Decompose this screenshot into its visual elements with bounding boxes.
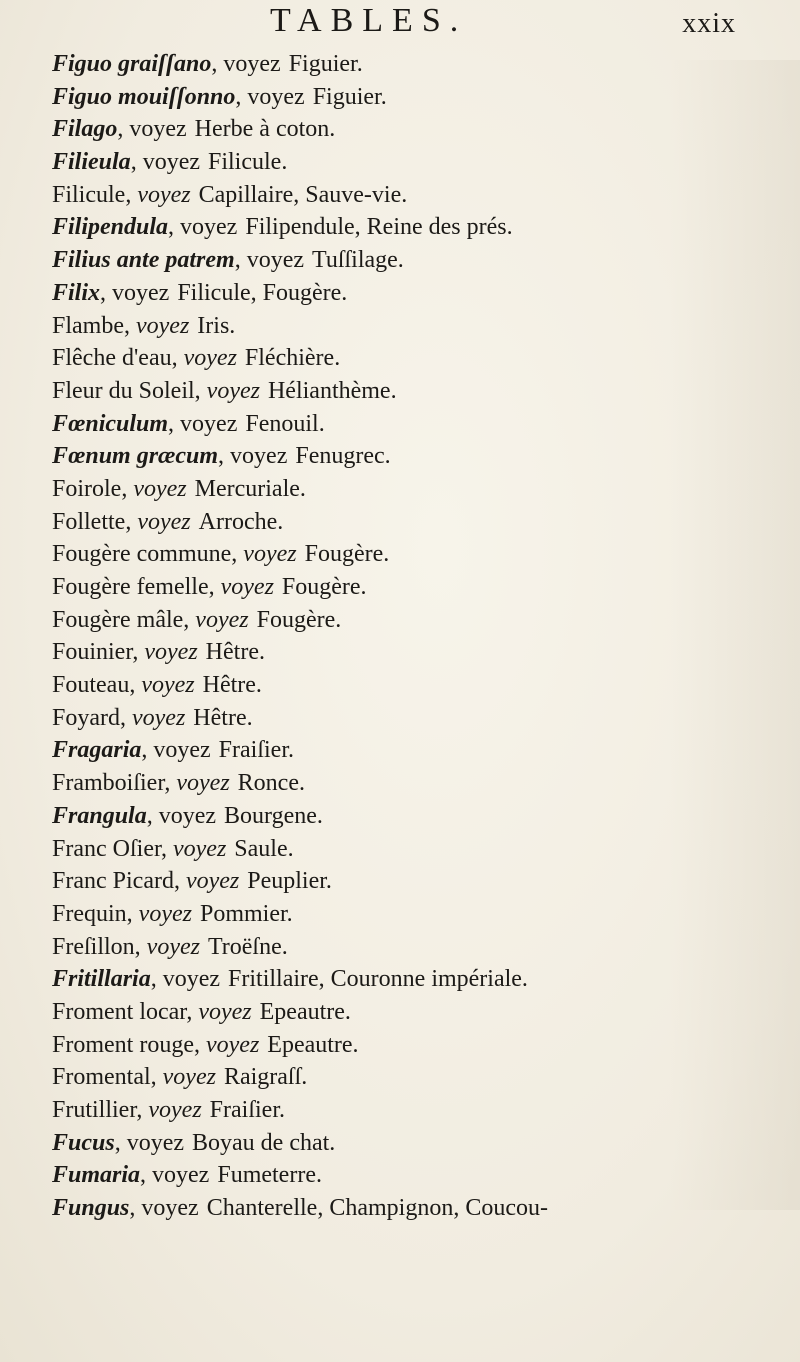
entry-term: Fœniculum (52, 410, 169, 437)
entry-separator: , (193, 1031, 206, 1058)
index-entry (52, 342, 770, 375)
index-entry (52, 473, 770, 506)
entry-separator: , (136, 1097, 149, 1123)
index-entry (52, 440, 770, 473)
entry-separator: , (168, 214, 181, 241)
index-entry (52, 931, 770, 964)
entry-targets: Arroche. (198, 508, 284, 535)
entry-see-reference: voyez (126, 1129, 185, 1156)
page-number: xxix (682, 8, 736, 39)
entry-term: Freſillon (52, 933, 135, 960)
entry-separator: , (100, 279, 113, 306)
entry-see-reference: voyez (180, 410, 238, 437)
index-entry (52, 963, 770, 996)
entry-see-reference: voyez (162, 966, 221, 993)
entry-see-reference: voyez (205, 1031, 260, 1058)
entry-see-reference: voyez (243, 541, 297, 568)
index-entry (52, 865, 770, 898)
entry-separator: , (121, 475, 134, 502)
entry-separator: , (208, 574, 221, 600)
entry-targets: Epeautre. (267, 1031, 359, 1058)
entry-term: Fucus (52, 1129, 115, 1156)
entry-targets: Epeautre. (259, 998, 351, 1025)
entry-targets: Fougère. (281, 574, 367, 600)
entry-term: Fougère commune (52, 541, 232, 568)
index-entry (52, 81, 770, 114)
entry-see-reference: voyez (247, 83, 305, 110)
entry-separator: , (120, 704, 132, 731)
entry-see-reference: voyez (112, 279, 170, 306)
entry-term: Fumaria (52, 1162, 141, 1189)
entry-see-reference: voyez (206, 377, 260, 404)
entry-separator: , (117, 116, 130, 143)
entry-term: Frequin (52, 900, 127, 927)
index-entry (52, 702, 770, 735)
entry-term: Foyard (52, 704, 120, 731)
entry-separator: , (211, 51, 224, 77)
entry-term: Franc Oſier (52, 835, 161, 862)
entry-see-reference: voyez (223, 51, 281, 77)
index-entry (52, 996, 770, 1029)
index-entry (52, 734, 770, 767)
entry-targets: Fenouil. (245, 410, 325, 437)
entry-separator: , (173, 868, 186, 895)
entry-see-reference: voyez (142, 149, 200, 176)
entry-targets: Boyau de chat. (192, 1129, 336, 1156)
entry-see-reference: voyez (195, 606, 249, 633)
entry-targets: Peuplier. (247, 868, 332, 895)
entry-separator: , (234, 247, 247, 274)
entry-term: Fungus (52, 1195, 130, 1222)
entry-separator: , (125, 181, 138, 208)
entry-targets: Hêtre. (202, 672, 262, 699)
entry-term: Fœnum græcum (52, 443, 219, 470)
index-entry (52, 898, 770, 931)
entry-term: Framboiſier (52, 770, 165, 797)
entry-targets: Chanterelle, Champignon, Coucou- (206, 1195, 548, 1222)
index-entry (52, 244, 770, 277)
index-entry (52, 277, 770, 310)
entry-targets: Figuier. (312, 83, 387, 110)
entry-separator: , (126, 900, 139, 927)
entry-targets: Tuſſilage. (312, 247, 404, 274)
entry-see-reference: voyez (141, 672, 195, 699)
entry-term: Fouteau (52, 672, 130, 699)
index-entry (52, 1061, 770, 1094)
entry-targets: Fougère. (304, 541, 390, 568)
entry-term: Filix (52, 279, 101, 306)
entry-separator: , (194, 377, 207, 404)
entry-targets: Iris. (197, 312, 236, 339)
entry-separator: , (235, 83, 248, 110)
entry-separator: , (186, 998, 199, 1025)
entry-targets: Fenugrec. (295, 443, 391, 470)
index-entry (52, 408, 770, 441)
entry-separator: , (141, 737, 154, 764)
index-entry (52, 538, 770, 571)
entry-see-reference: voyez (148, 1097, 202, 1123)
entry-targets: Filipendule, Reine des prés. (245, 214, 513, 241)
entry-separator: , (218, 443, 231, 470)
entry-term: Filieula (52, 149, 131, 176)
entry-separator: , (164, 770, 177, 797)
index-entry (52, 767, 770, 800)
entry-separator: , (124, 312, 136, 339)
entry-targets: Hélianthème. (267, 377, 397, 404)
entry-separator: , (150, 966, 163, 993)
entry-targets: Fraiſier. (218, 737, 294, 764)
entry-targets: Filicule, Fougère. (177, 279, 348, 306)
entry-separator: , (146, 802, 159, 829)
index-entry (52, 1127, 770, 1160)
running-title: TABLES. (270, 2, 468, 39)
index-entry (52, 636, 770, 669)
entry-see-reference: voyez (180, 214, 238, 241)
entry-targets: Fougère. (256, 606, 342, 633)
entry-separator: , (132, 639, 145, 666)
entry-see-reference: voyez (141, 1195, 199, 1222)
index-entry (52, 833, 770, 866)
entry-see-reference: voyez (158, 802, 217, 829)
entry-separator: , (130, 149, 143, 176)
entry-separator: , (171, 345, 184, 372)
index-entry (52, 310, 770, 343)
entry-targets: Saule. (234, 835, 294, 862)
entry-targets: Mercuriale. (194, 475, 306, 502)
entry-term: Flambe (52, 312, 124, 339)
entry-targets: Fléchière. (244, 345, 341, 372)
entry-separator: , (231, 541, 244, 568)
entry-term: Fougère mâle (52, 606, 184, 633)
index-entry (52, 113, 770, 146)
index-entry (52, 800, 770, 833)
entry-term: Frutillier (52, 1097, 137, 1123)
entry-targets: Fritillaire, Couronne impériale. (228, 966, 528, 993)
entry-term: Froment locar (52, 998, 187, 1025)
entry-separator: , (140, 1162, 153, 1189)
entry-see-reference: voyez (176, 770, 230, 797)
entry-see-reference: voyez (152, 1162, 210, 1189)
entry-term: Fromental (52, 1064, 151, 1091)
entry-see-reference: voyez (183, 345, 237, 372)
entry-term: Flêche d'eau (52, 345, 172, 372)
entry-term: Foirole (52, 475, 122, 502)
entry-term: Franc Picard (52, 868, 174, 895)
entry-see-reference: voyez (138, 900, 192, 927)
index-entry (52, 1159, 770, 1192)
entry-see-reference: voyez (173, 835, 227, 862)
entry-term: Figuo graiſſano (52, 51, 212, 77)
entry-targets: Pommier. (199, 900, 293, 927)
entry-separator: , (134, 933, 147, 960)
entry-term: Frangula (52, 802, 147, 829)
entry-term: Fouinier (52, 639, 133, 666)
entry-separator: , (183, 606, 196, 633)
entry-targets: Raigraſſ. (223, 1064, 308, 1091)
entry-targets: Troëſne. (207, 933, 288, 960)
entry-see-reference: voyez (136, 312, 190, 339)
entry-see-reference: voyez (144, 639, 198, 666)
index-entry (52, 146, 770, 179)
entry-see-reference: voyez (162, 1064, 216, 1091)
index-entry (52, 211, 770, 244)
entry-term: Froment rouge (52, 1031, 194, 1058)
index-entry (52, 179, 770, 212)
entry-separator: , (150, 1064, 163, 1091)
entry-see-reference: voyez (133, 475, 187, 502)
entry-term: Filius ante patrem (52, 247, 235, 274)
entry-see-reference: voyez (198, 998, 252, 1025)
entry-see-reference: voyez (129, 116, 187, 143)
entry-see-reference: voyez (132, 704, 186, 731)
entry-targets: Fumeterre. (217, 1162, 322, 1189)
entry-targets: Fraiſier. (209, 1097, 285, 1123)
index-entry (52, 375, 770, 408)
entry-separator: , (168, 410, 181, 437)
entry-term: Filago (52, 116, 118, 143)
index-entry-list (52, 48, 770, 1225)
entry-targets: Filicule. (208, 149, 288, 176)
entry-see-reference: voyez (146, 933, 200, 960)
index-entry (52, 604, 770, 637)
entry-separator: , (125, 508, 138, 535)
index-entry (52, 48, 770, 81)
entry-see-reference: voyez (137, 508, 191, 535)
entry-see-reference: voyez (185, 868, 240, 895)
entry-term: Follette (52, 508, 126, 535)
entry-term: Fritillaria (52, 966, 151, 993)
entry-separator: , (129, 672, 142, 699)
index-entry (52, 669, 770, 702)
entry-term: Fleur du Soleil (52, 377, 195, 404)
entry-see-reference: voyez (246, 247, 305, 274)
index-entry (52, 571, 770, 604)
entry-see-reference: voyez (153, 737, 211, 764)
entry-separator: , (161, 835, 173, 862)
entry-targets: Ronce. (237, 770, 305, 797)
entry-separator: , (114, 1129, 127, 1156)
index-entry (52, 506, 770, 539)
entry-targets: Figuier. (288, 51, 363, 77)
entry-term: Filipendula (52, 214, 169, 241)
entry-term: Figuo mouiſſonno (52, 83, 236, 110)
index-entry (52, 1029, 770, 1062)
entry-separator: , (129, 1195, 142, 1222)
entry-term: Fougère femelle (52, 574, 209, 600)
index-entry (52, 1094, 770, 1127)
entry-targets: Bourgene. (224, 802, 323, 829)
entry-see-reference: voyez (220, 574, 274, 600)
entry-see-reference: voyez (230, 443, 288, 470)
index-entry (52, 1192, 770, 1225)
entry-targets: Capillaire, Sauve-vie. (198, 181, 408, 208)
entry-targets: Hêtre. (193, 704, 253, 731)
entry-term: Filicule (52, 181, 126, 208)
entry-targets: Herbe à coton. (194, 116, 336, 143)
entry-targets: Hêtre. (205, 639, 265, 666)
entry-see-reference: voyez (137, 181, 191, 208)
entry-term: Fragaria (52, 737, 142, 764)
